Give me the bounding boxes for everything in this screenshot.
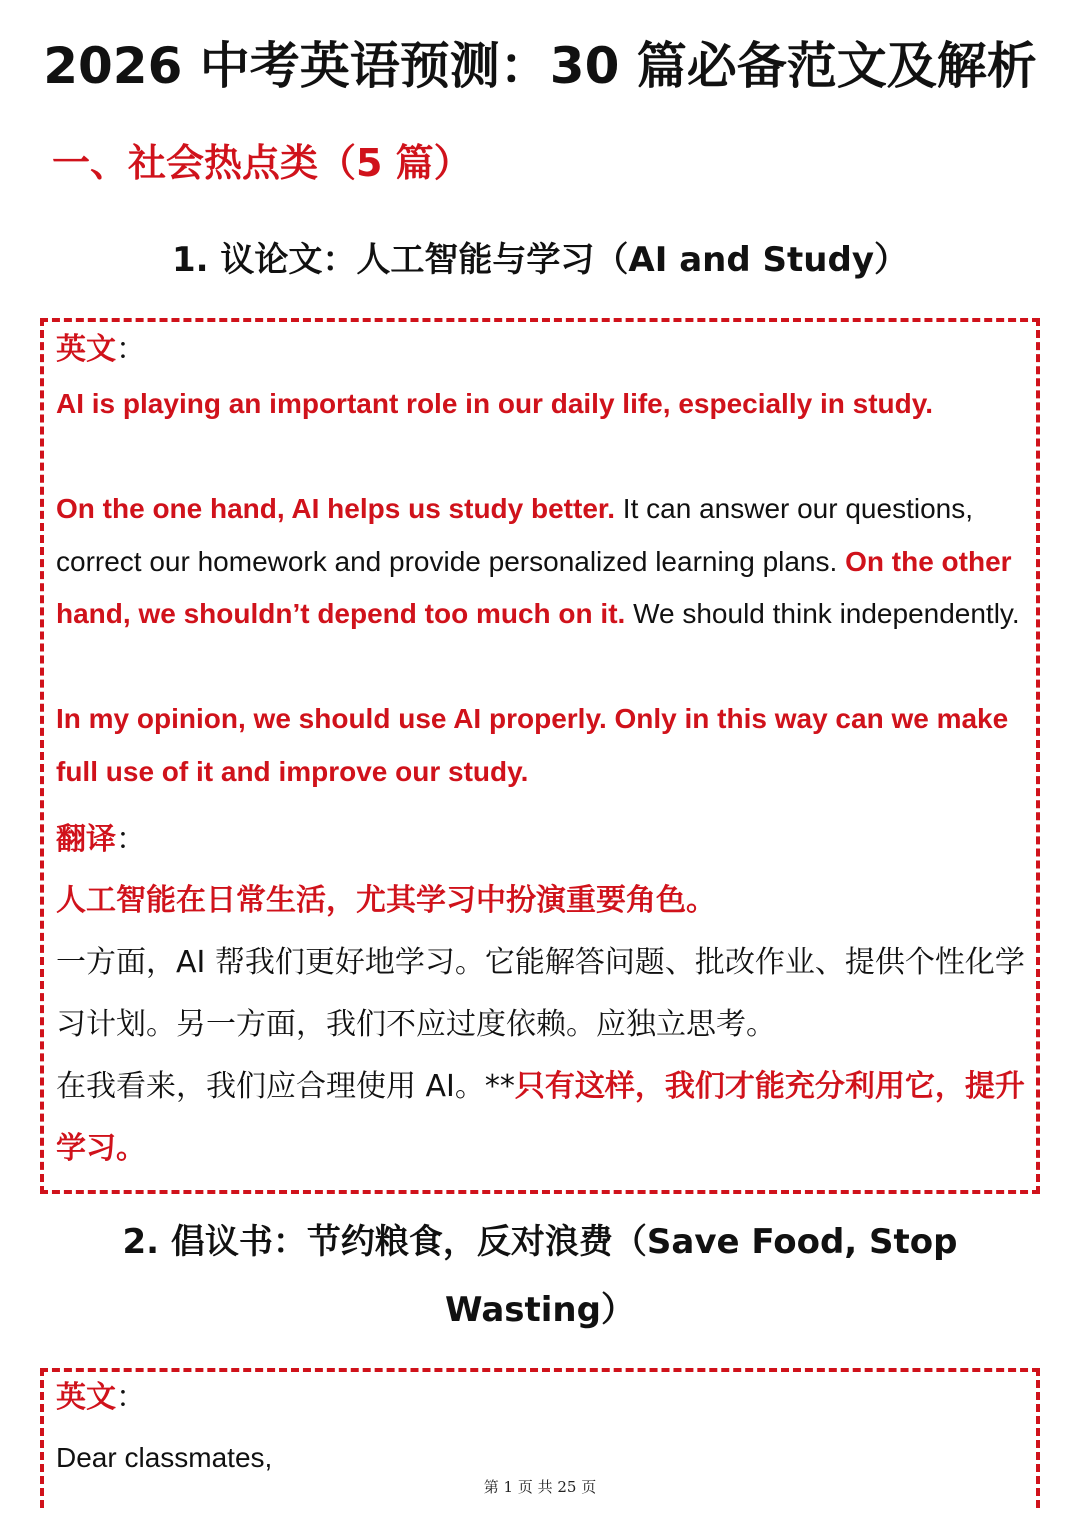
essay-2-english-first-line: Dear classmates, [56, 1442, 273, 1473]
chinese-p3-red: 只有这样，我们才能充分利用它，提升学习。 [56, 1069, 1025, 1166]
english-p2-red-1: On the one hand, AI helps us study better. [56, 493, 616, 524]
essay-2-heading-line-2: Wasting） [445, 1290, 635, 1330]
chinese-paragraph-3 [56, 1056, 1032, 1180]
english-label: 英文 [56, 332, 116, 367]
english-paragraph-3: In my opinion, we should use AI properly. Only in this way can we make full use of it and improve our study. [56, 703, 1009, 787]
translation-label-row: 翻译： [56, 822, 146, 857]
english-p2-black-2: We should think independently. [625, 598, 1020, 629]
essay-2-english-label: 英文 [56, 1380, 116, 1415]
section-heading: 一、社会热点类（5 篇） [52, 141, 472, 185]
essay-1-box [40, 318, 1040, 1194]
chinese-p3-black: 在我看来，我们应合理使用 AI。** [56, 1069, 515, 1104]
document-title: 2026 中考英语预测：30 篇必备范文及解析 [43, 37, 1037, 95]
chinese-paragraph-1: 人工智能在日常生活，尤其学习中扮演重要角色。 [56, 883, 716, 918]
english-paragraph-2 [56, 483, 1032, 641]
page-footer: 第 1 页 共 25 页 [483, 1478, 597, 1496]
english-paragraph-1: AI is playing an important role in our daily life, especially in study. [56, 388, 934, 419]
english-p2-red-2: On the other hand, we shouldn’t depend too much on it. [56, 545, 1012, 629]
chinese-paragraph-2: 一方面，AI 帮我们更好地学习。它能解答问题、批改作业、提供个性化学习计划。另一方面，我们不应过度依赖。应独立思考。 [56, 945, 1025, 1042]
essay-1-heading: 1. 议论文：人工智能与学习（AI and Study） [172, 240, 908, 280]
essay-2-heading-line-1: 2. 倡议书：节约粮食，反对浪费（Save Food, Stop [122, 1222, 958, 1262]
translation-label: 翻译 [56, 822, 116, 857]
english-p2-black-1: It can answer our questions, correct our homework and provide personalized learning plans. [56, 493, 974, 577]
essay-2-english-label-row: 英文： [56, 1380, 146, 1415]
english-label-row: 英文： [56, 332, 146, 367]
